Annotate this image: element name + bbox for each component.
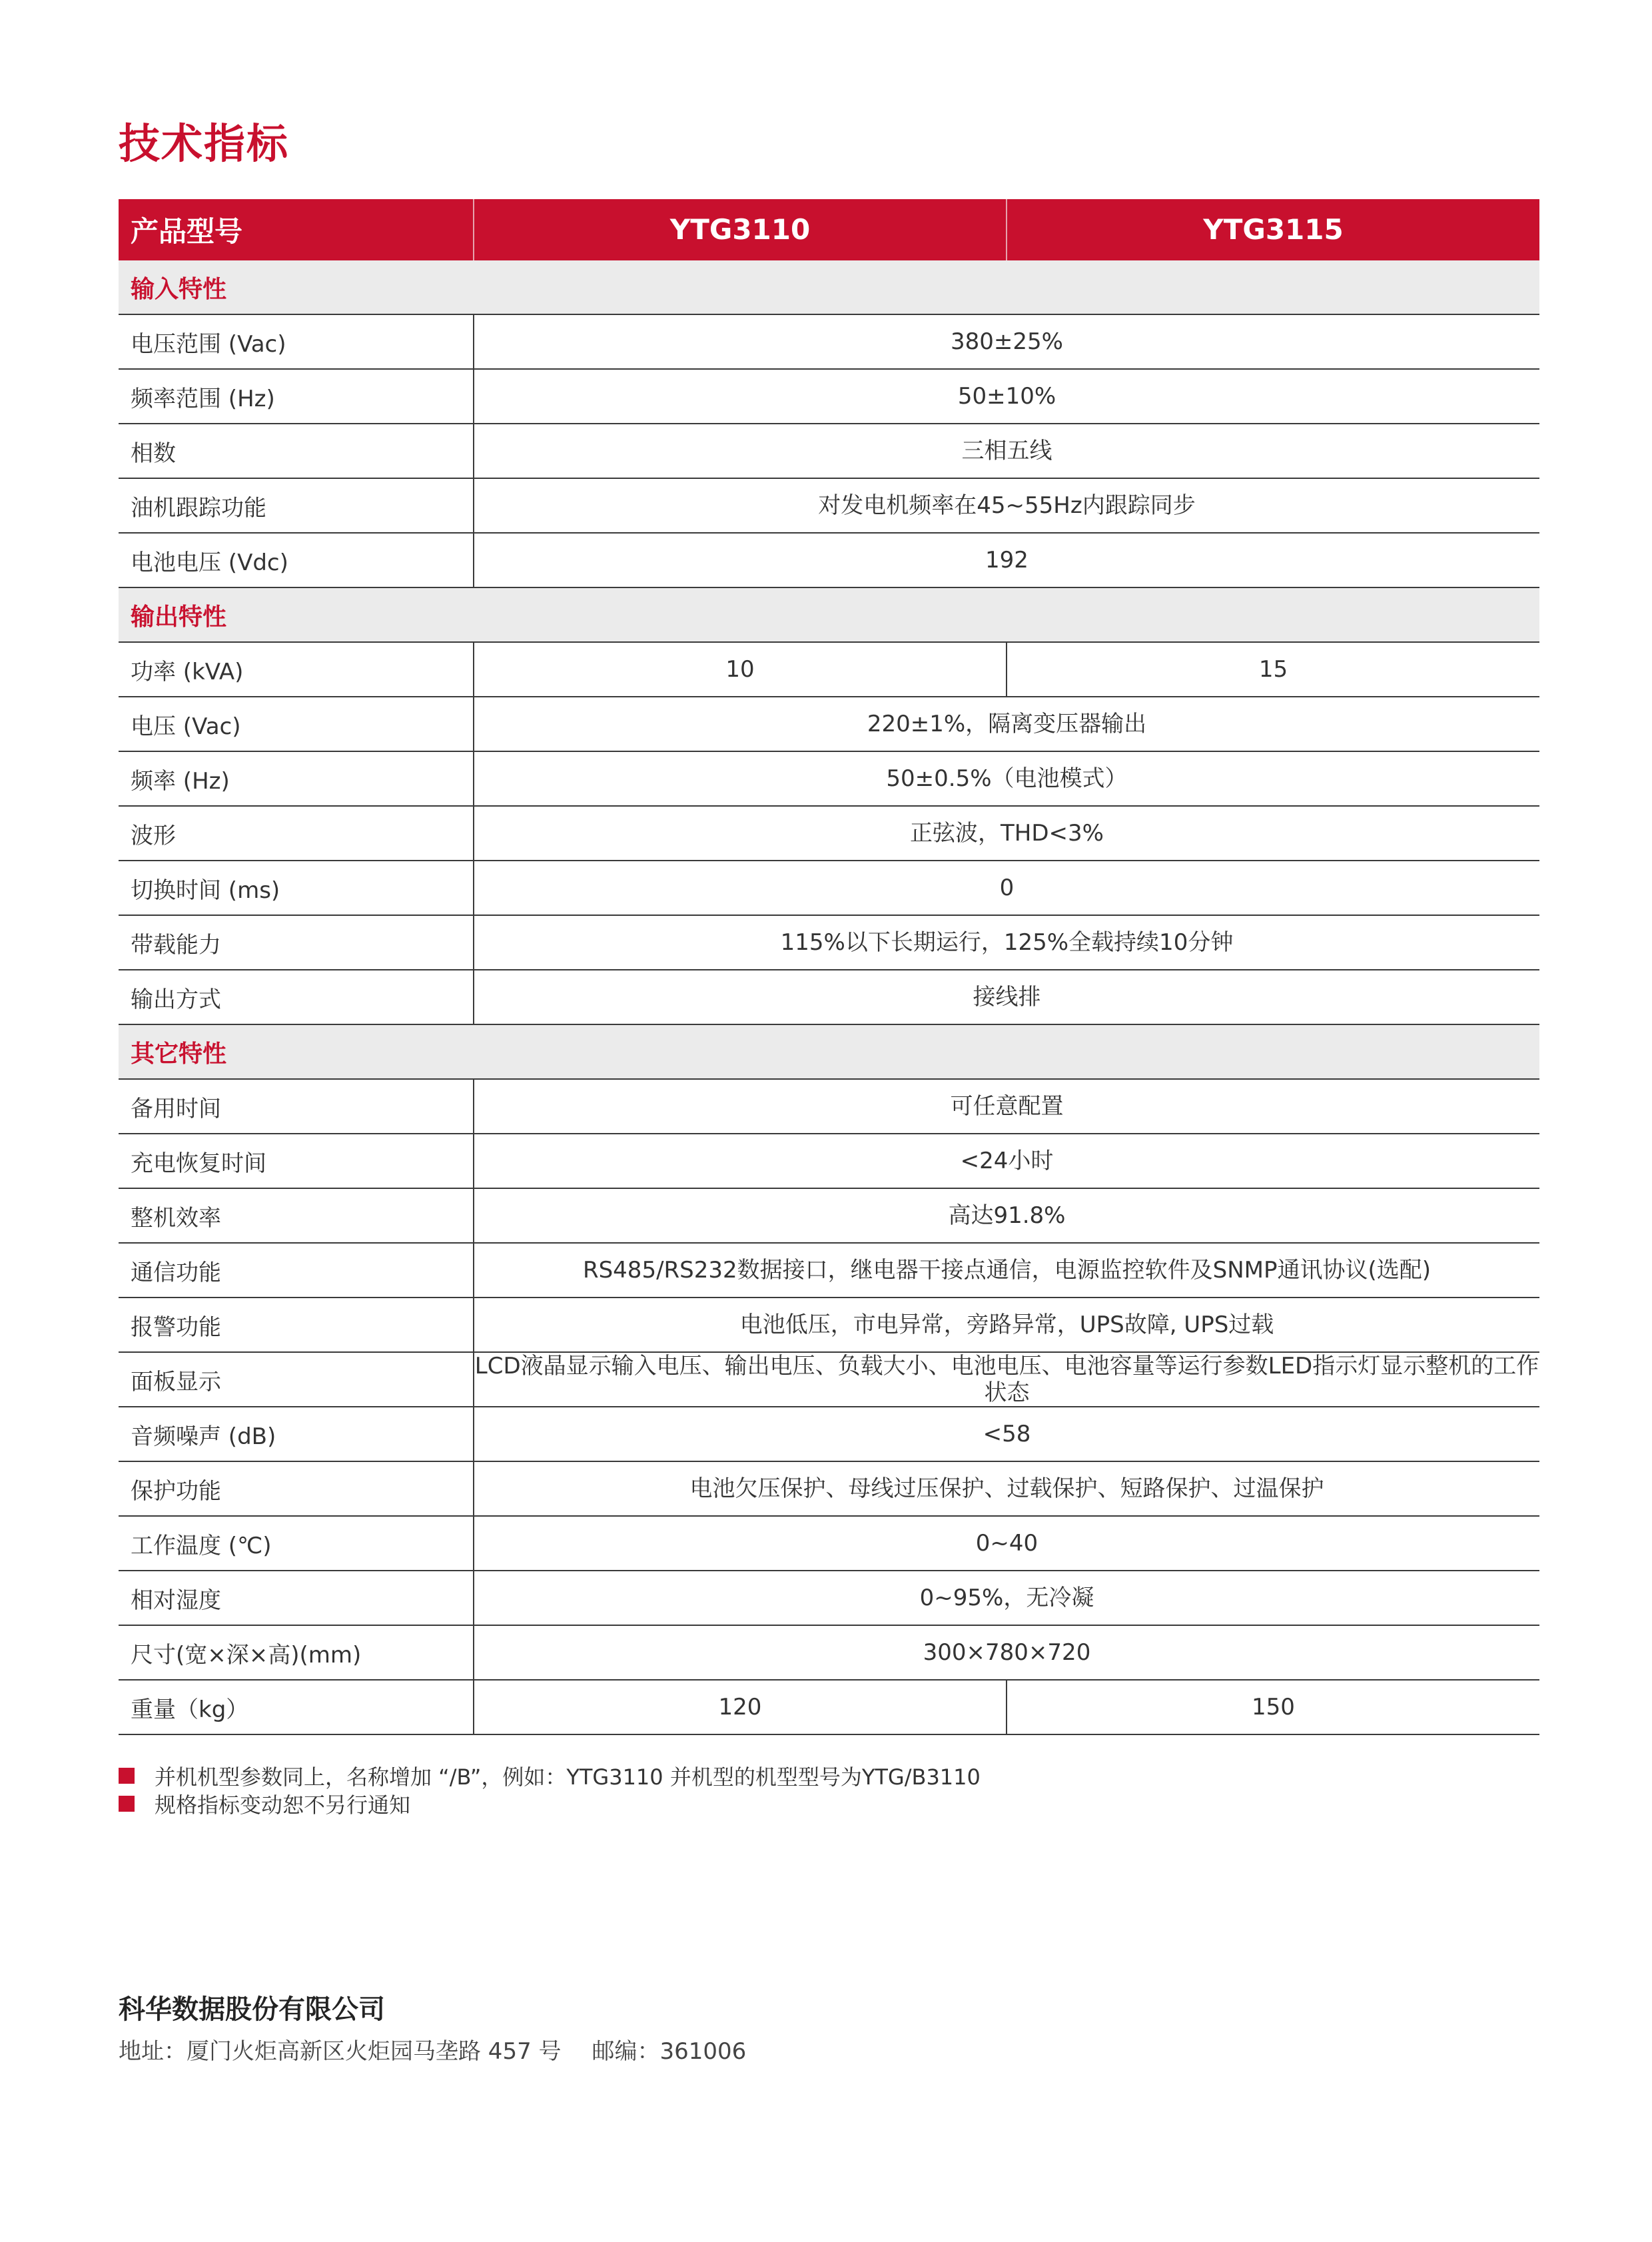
spec-label: 电池电压 (Vdc) [119, 533, 474, 587]
spec-value: 15 [1007, 642, 1539, 697]
spec-value: 正弦波，THD<3% [474, 806, 1539, 861]
address-text: 地址：厦门火炬高新区火炬园马垄路 457 号 [119, 2038, 562, 2065]
table-row [119, 1134, 1539, 1188]
section-header-row [119, 260, 1539, 314]
note-item [119, 1762, 981, 1790]
section-header-row [119, 1024, 1539, 1079]
table-row [119, 424, 1539, 478]
table-row [119, 642, 1539, 697]
spec-label: 充电恢复时间 [119, 1134, 474, 1188]
square-bullet-icon [119, 1768, 135, 1784]
spec-label: 音频噪声 (dB) [119, 1407, 474, 1461]
table-row [119, 861, 1539, 915]
table-row [119, 369, 1539, 424]
spec-value: 接线排 [474, 970, 1539, 1024]
spec-label: 尺寸(宽×深×高)(mm) [119, 1625, 474, 1680]
spec-value: RS485/RS232数据接口，继电器干接点通信，电源监控软件及SNMP通讯协议(选配) [474, 1243, 1539, 1298]
spec-label: 相对湿度 [119, 1571, 474, 1625]
spec-label: 整机效率 [119, 1188, 474, 1243]
spec-label: 工作温度 (℃) [119, 1516, 474, 1571]
spec-value: 0~40 [474, 1516, 1539, 1571]
table-row [119, 478, 1539, 533]
spec-value: 电池欠压保护、母线过压保护、过载保护、短路保护、过温保护 [474, 1461, 1539, 1516]
model-name: YTG3110 [474, 199, 1007, 260]
square-bullet-icon [119, 1796, 135, 1812]
table-row [119, 1352, 1539, 1407]
section-title: 其它特性 [119, 1024, 1539, 1079]
spec-value: 300×780×720 [474, 1625, 1539, 1680]
spec-label: 备用时间 [119, 1079, 474, 1134]
spec-label: 面板显示 [119, 1352, 474, 1407]
spec-value: 220±1%，隔离变压器输出 [474, 697, 1539, 751]
table-row [119, 1079, 1539, 1134]
table-row [119, 915, 1539, 970]
spec-value: 150 [1007, 1680, 1539, 1734]
table-row [119, 1188, 1539, 1243]
spec-label: 带载能力 [119, 915, 474, 970]
spec-label: 报警功能 [119, 1298, 474, 1352]
spec-value: 0~95%，无冷凝 [474, 1571, 1539, 1625]
note-text: 并机机型参数同上，名称增加 “/B”，例如：YTG3110 并机型的机型型号为YTG/B3110 [155, 1764, 981, 1790]
spec-value: 120 [474, 1680, 1007, 1734]
spec-value: 380±25% [474, 314, 1539, 369]
model-name: YTG3115 [1007, 199, 1539, 260]
note-text: 规格指标变动恕不另行通知 [155, 1792, 411, 1818]
spec-label: 油机跟踪功能 [119, 478, 474, 533]
spec-value: 50±10% [474, 369, 1539, 424]
spec-value: 可任意配置 [474, 1079, 1539, 1134]
spec-value: <58 [474, 1407, 1539, 1461]
spec-label: 切换时间 (ms) [119, 861, 474, 915]
spec-label: 重量（kg） [119, 1680, 474, 1734]
spec-label: 功率 (kVA) [119, 642, 474, 697]
spec-label: 波形 [119, 806, 474, 861]
company-name: 科华数据股份有限公司 [119, 1994, 385, 2025]
spec-label: 频率 (Hz) [119, 751, 474, 806]
table-row [119, 697, 1539, 751]
spec-label: 输出方式 [119, 970, 474, 1024]
page-title: 技术指标 [119, 119, 290, 168]
table-row [119, 1516, 1539, 1571]
spec-label: 相数 [119, 424, 474, 478]
spec-label: 通信功能 [119, 1243, 474, 1298]
spec-value: 10 [474, 642, 1007, 697]
company-address [119, 2033, 746, 2065]
spec-value: 三相五线 [474, 424, 1539, 478]
section-title: 输出特性 [119, 587, 1539, 642]
spec-label: 保护功能 [119, 1461, 474, 1516]
spec-value: <24小时 [474, 1134, 1539, 1188]
table-header-row [119, 199, 1539, 260]
table-row [119, 1298, 1539, 1352]
spec-label: 电压范围 (Vac) [119, 314, 474, 369]
table-row [119, 1625, 1539, 1680]
postal-code: 邮编：361006 [592, 2038, 747, 2065]
spec-value: 高达91.8% [474, 1188, 1539, 1243]
spec-value: LCD液晶显示输入电压、输出电压、负载大小、电池电压、电池容量等运行参数LED指示灯显示整机的工作状态 [474, 1353, 1539, 1406]
spec-value: 0 [474, 861, 1539, 915]
note-item [119, 1790, 981, 1818]
table-row [119, 314, 1539, 369]
spec-label: 电压 (Vac) [119, 697, 474, 751]
spec-label: 频率范围 (Hz) [119, 369, 474, 424]
spec-value: 电池低压，市电异常，旁路异常，UPS故障, UPS过载 [474, 1298, 1539, 1352]
spec-table [119, 199, 1539, 1735]
table-row [119, 1680, 1539, 1734]
table-row [119, 1243, 1539, 1298]
spec-value: 192 [474, 533, 1539, 587]
table-row [119, 806, 1539, 861]
notes [119, 1762, 981, 1818]
table-row [119, 751, 1539, 806]
table-row [119, 1461, 1539, 1516]
section-title: 输入特性 [119, 260, 1539, 314]
table-row [119, 533, 1539, 587]
section-header-row [119, 587, 1539, 642]
table-row [119, 970, 1539, 1024]
model-header-label: 产品型号 [119, 199, 474, 260]
spec-value: 115%以下长期运行，125%全载持续10分钟 [474, 915, 1539, 970]
spec-value: 50±0.5%（电池模式） [474, 751, 1539, 806]
spec-value: 对发电机频率在45~55Hz内跟踪同步 [474, 478, 1539, 533]
table-row [119, 1571, 1539, 1625]
table-row [119, 1407, 1539, 1461]
